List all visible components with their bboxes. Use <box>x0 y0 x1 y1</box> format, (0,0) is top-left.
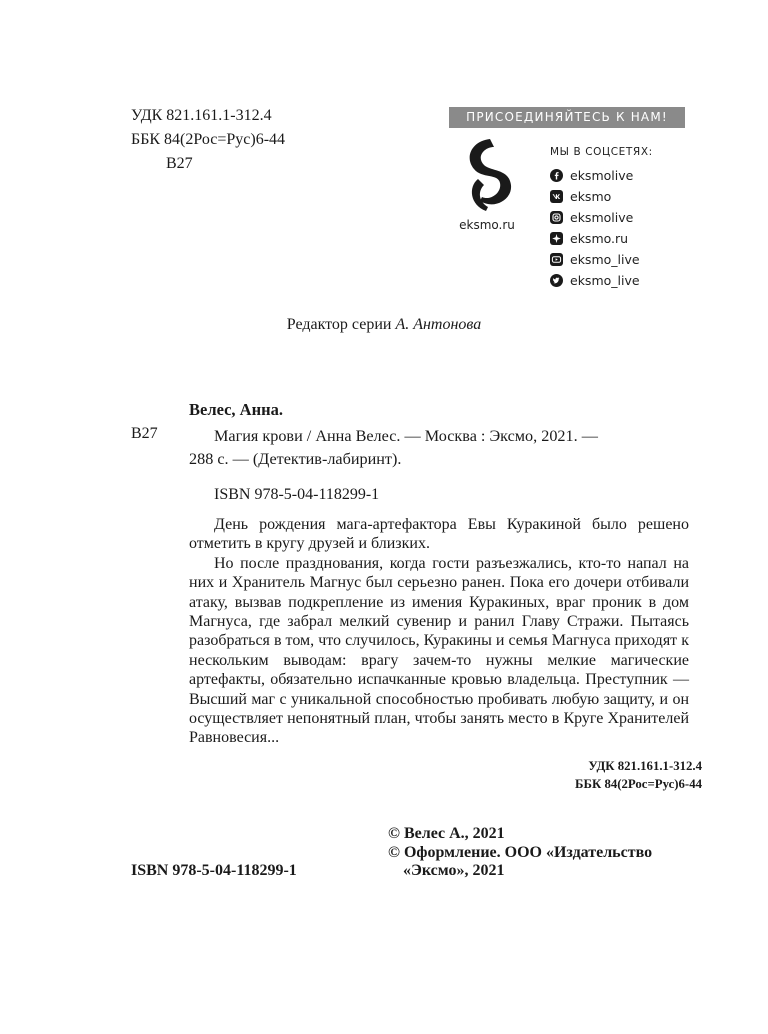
author-index: В27 <box>166 155 193 172</box>
social-list <box>550 165 640 291</box>
bib-description <box>189 425 689 471</box>
social-label: eksmo_live <box>570 273 640 288</box>
facebook-icon <box>550 169 563 182</box>
social-label: eksmo_live <box>570 252 640 267</box>
series-editor-prefix: Редактор серии <box>286 316 392 333</box>
social-item-facebook[interactable] <box>550 165 640 186</box>
social-label: eksmo <box>570 189 612 204</box>
social-item-instagram[interactable] <box>550 207 640 228</box>
ok-icon <box>550 232 563 245</box>
eksmo-logo-icon <box>456 135 518 215</box>
social-label: eksmo.ru <box>570 231 629 246</box>
annotation <box>189 515 689 748</box>
social-item-ok[interactable] <box>550 228 640 249</box>
bib-isbn: ISBN 978-5-04-118299-1 <box>214 486 380 503</box>
twitter-icon <box>550 274 563 287</box>
annotation-bbk: ББК 84(2Рос=Рус)6-44 <box>575 777 702 791</box>
annotation-paragraph: Но после празднования, когда гости разъезжались, кто-то напал на них и Хранитель Магнус был серьезно ранен. Пока его дочери отбивали атаку, вызвав подкрепление из имения Куракиных, враг проник в дом Магнуса, где забрал мелкий сувенир и ранил Главу Стражи. Пытаясь разобраться в том, что случилось, Куракины и семья Магнуса приходят к нескольким выводам: врагу зачем-то нужны мелкие магические артефакты, обязательно испачканные кровью владельца. Преступник — Высший маг с уникальной способностью пробивать любую защиту, и он осуществляет непонятный план, чтобы занять место в Круге Хранителей Равновесия... <box>189 554 689 747</box>
series-editor <box>0 316 768 334</box>
copyright-line-1: © Велес А., 2021 <box>388 825 505 842</box>
social-heading: МЫ В СОЦСЕТЯХ: <box>550 146 653 158</box>
publisher-site: eksmo.ru <box>459 218 515 232</box>
author-heading: Велес, Анна. <box>189 400 283 419</box>
classification-codes <box>131 104 285 176</box>
youtube-icon <box>550 253 563 266</box>
social-item-vk[interactable] <box>550 186 640 207</box>
social-item-youtube[interactable] <box>550 249 640 270</box>
copyright-block <box>388 825 698 881</box>
bbk-code: ББК 84(2Рос=Рус)6-44 <box>131 131 286 148</box>
bib-line-2: 288 с. — (Детектив-лабиринт). <box>189 450 402 468</box>
social-label: eksmolive <box>570 210 634 225</box>
vk-icon <box>550 190 563 203</box>
annotation-udk: УДК 821.161.1-312.4 <box>588 759 702 773</box>
annotation-codes <box>440 757 702 793</box>
copyright-isbn: ISBN 978-5-04-118299-1 <box>131 862 297 879</box>
instagram-icon <box>550 211 563 224</box>
social-item-twitter[interactable] <box>550 270 640 291</box>
copyright-line-2: © Оформление. ООО «Издательство <box>388 843 653 861</box>
annotation-paragraph: День рождения мага-артефактора Евы Куракиной было решено отметить в кругу друзей и близких. <box>189 516 689 553</box>
bib-author-index: В27 <box>131 425 158 442</box>
social-label: eksmolive <box>570 168 634 183</box>
series-editor-name: А. Антонова <box>395 316 482 333</box>
copyright-line-3: «Эксмо», 2021 <box>403 862 505 880</box>
bib-line-1: Магия крови / Анна Велес. — Москва : Эксмо, 2021. — <box>214 427 598 445</box>
join-banner: ПРИСОЕДИНЯЙТЕСЬ К НАМ! <box>449 107 685 128</box>
udk-code: УДК 821.161.1-312.4 <box>131 107 272 124</box>
